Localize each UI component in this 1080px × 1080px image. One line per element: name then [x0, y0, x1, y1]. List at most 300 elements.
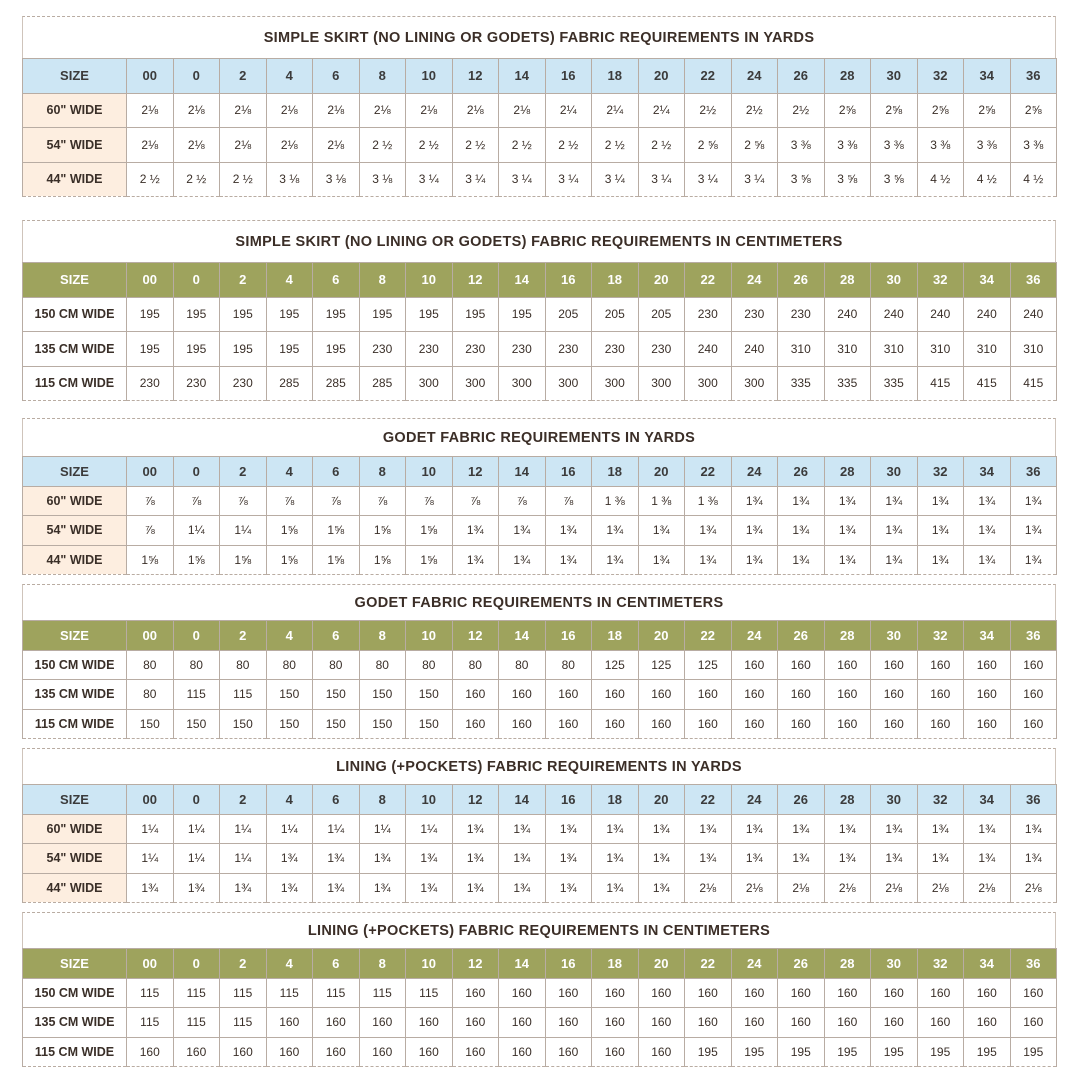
table-cell: 2⅛	[359, 93, 406, 128]
size-column-header: 16	[545, 621, 592, 651]
size-column-header: 20	[638, 785, 685, 815]
table-cell: 160	[1010, 680, 1057, 710]
table-cell: 115	[359, 978, 406, 1008]
table-cell: 150	[406, 709, 453, 739]
table-section-0	[22, 16, 1056, 197]
table-cell: 2¼	[545, 93, 592, 128]
table-cell: 1¼	[220, 814, 267, 844]
table-cell: 3 ⅛	[359, 162, 406, 197]
table-cell: 335	[871, 366, 918, 401]
size-column-header: 12	[452, 457, 499, 487]
size-column-header: 28	[824, 785, 871, 815]
table-cell: 150	[359, 680, 406, 710]
table-cell: 300	[406, 366, 453, 401]
table-cell: 230	[359, 332, 406, 367]
table-cell: 160	[731, 1008, 778, 1038]
size-column-header: 22	[685, 785, 732, 815]
row-label: 150 CM WIDE	[23, 650, 127, 680]
table-cell: 1¾	[731, 516, 778, 546]
table-cell: 160	[917, 680, 964, 710]
table-cell: 1¾	[871, 844, 918, 874]
size-column-header: 36	[1010, 949, 1057, 979]
table-cell: 300	[731, 366, 778, 401]
table-cell: 1¾	[824, 486, 871, 516]
size-column-header: 30	[871, 949, 918, 979]
table-cell: 160	[731, 709, 778, 739]
table-cell: 2 ½	[127, 162, 174, 197]
table-cell: 205	[638, 297, 685, 332]
table-cell: 160	[499, 1037, 546, 1067]
size-column-header: 26	[778, 457, 825, 487]
table-cell: 285	[359, 366, 406, 401]
table-cell: 150	[127, 709, 174, 739]
table-cell: 1¾	[452, 545, 499, 575]
table-cell: 1¾	[638, 873, 685, 903]
table-cell: 2⅛	[778, 873, 825, 903]
table-cell: 195	[266, 332, 313, 367]
table-cell: 160	[731, 978, 778, 1008]
table-cell: 160	[592, 680, 639, 710]
table-cell: 115	[127, 1008, 174, 1038]
table-cell: 160	[545, 680, 592, 710]
table-cell: 115	[220, 978, 267, 1008]
size-column-header: 10	[406, 263, 453, 298]
table-cell: 160	[452, 1037, 499, 1067]
table-cell: 160	[964, 709, 1011, 739]
table-cell: 160	[638, 978, 685, 1008]
table-cell: 1¾	[545, 545, 592, 575]
table-cell: 4 ½	[964, 162, 1011, 197]
table-cell: 240	[1010, 297, 1057, 332]
table-cell: 160	[173, 1037, 220, 1067]
table-cell: 1⅝	[220, 545, 267, 575]
row-label: 60" WIDE	[23, 486, 127, 516]
table-cell: 230	[592, 332, 639, 367]
table-cell: 300	[638, 366, 685, 401]
size-column-header: 18	[592, 785, 639, 815]
table-cell: 1¼	[220, 516, 267, 546]
table-cell: 160	[592, 709, 639, 739]
row-label: 44" WIDE	[23, 873, 127, 903]
size-column-header: 28	[824, 457, 871, 487]
table-title: GODET FABRIC REQUIREMENTS IN YARDS	[22, 418, 1056, 456]
table-cell: 240	[964, 297, 1011, 332]
table-cell: 160	[638, 680, 685, 710]
table-cell: 160	[1010, 650, 1057, 680]
table-cell: 1¾	[685, 545, 732, 575]
table-cell: 2¼	[592, 93, 639, 128]
table-cell: 1¾	[871, 486, 918, 516]
table-cell: 240	[871, 297, 918, 332]
table-cell: 115	[173, 1008, 220, 1038]
table-cell: 160	[778, 680, 825, 710]
size-column-header: 8	[359, 263, 406, 298]
size-column-header: 34	[964, 949, 1011, 979]
table-cell: ⅞	[406, 486, 453, 516]
table-cell: 160	[499, 709, 546, 739]
table-cell: 2⅝	[871, 93, 918, 128]
table-title: SIMPLE SKIRT (NO LINING OR GODETS) FABRIC REQUIREMENTS IN CENTIMETERS	[22, 220, 1056, 262]
size-column-header: 12	[452, 263, 499, 298]
table-cell: 1¼	[266, 814, 313, 844]
size-column-header: 8	[359, 621, 406, 651]
header-row	[23, 263, 1057, 298]
table-cell: 115	[266, 978, 313, 1008]
size-column-header: 16	[545, 457, 592, 487]
table-row	[23, 162, 1057, 197]
table-cell: 1¾	[1010, 545, 1057, 575]
table-cell: 1¾	[406, 844, 453, 874]
table-cell: 80	[313, 650, 360, 680]
table-row	[23, 128, 1057, 163]
size-column-header: 18	[592, 59, 639, 94]
table-cell: 230	[452, 332, 499, 367]
size-column-header: 8	[359, 785, 406, 815]
table-cell: 195	[964, 1037, 1011, 1067]
size-column-header: 20	[638, 621, 685, 651]
size-column-header: 00	[127, 785, 174, 815]
table-cell: 3 ¼	[731, 162, 778, 197]
table-cell: 195	[824, 1037, 871, 1067]
table-cell: 285	[313, 366, 360, 401]
table-cell: 1¾	[731, 545, 778, 575]
header-row	[23, 621, 1057, 651]
table-cell: 2⅝	[917, 93, 964, 128]
table-cell: 160	[1010, 1008, 1057, 1038]
table-row	[23, 545, 1057, 575]
table-cell: 2¼	[638, 93, 685, 128]
table-cell: 160	[220, 1037, 267, 1067]
table-cell: 3 ⅛	[266, 162, 313, 197]
size-column-header: 00	[127, 949, 174, 979]
size-column-header: 6	[313, 59, 360, 94]
size-column-header: 8	[359, 949, 406, 979]
table-cell: 3 ⅜	[871, 128, 918, 163]
table-cell: 3 ¼	[592, 162, 639, 197]
size-column-header: 28	[824, 59, 871, 94]
size-column-header: 4	[266, 59, 313, 94]
size-column-header: 10	[406, 621, 453, 651]
row-label: 115 CM WIDE	[23, 709, 127, 739]
table-cell: 160	[638, 709, 685, 739]
table-cell: 230	[778, 297, 825, 332]
table-row	[23, 978, 1057, 1008]
table-cell: 2 ½	[220, 162, 267, 197]
table-cell: 160	[592, 978, 639, 1008]
size-column-header: 34	[964, 59, 1011, 94]
table-cell: 230	[685, 297, 732, 332]
size-column-header: 20	[638, 949, 685, 979]
table-cell: 1¾	[359, 873, 406, 903]
table-cell: 160	[824, 650, 871, 680]
table-cell: 160	[964, 978, 1011, 1008]
requirements-table	[22, 620, 1057, 739]
table-cell: 195	[917, 1037, 964, 1067]
size-column-header: 16	[545, 949, 592, 979]
table-cell: 1⅝	[313, 545, 360, 575]
table-cell: 160	[917, 709, 964, 739]
table-row	[23, 1008, 1057, 1038]
size-column-header: 18	[592, 949, 639, 979]
table-cell: 1¾	[685, 516, 732, 546]
size-column-header: 14	[499, 59, 546, 94]
size-column-header: 32	[917, 263, 964, 298]
table-cell: 125	[685, 650, 732, 680]
table-cell: 1¾	[964, 486, 1011, 516]
table-cell: 195	[685, 1037, 732, 1067]
table-cell: 160	[452, 680, 499, 710]
table-cell: 300	[452, 366, 499, 401]
table-cell: 1¾	[499, 516, 546, 546]
table-cell: 3 ⅜	[824, 128, 871, 163]
table-cell: 160	[359, 1037, 406, 1067]
table-cell: 80	[406, 650, 453, 680]
table-cell: 2⅛	[406, 93, 453, 128]
table-cell: 160	[685, 709, 732, 739]
table-cell: 1¼	[173, 814, 220, 844]
size-column-header: 24	[731, 785, 778, 815]
table-cell: 1¾	[127, 873, 174, 903]
table-cell: 1 ⅜	[638, 486, 685, 516]
size-column-header: 8	[359, 59, 406, 94]
table-cell: 300	[545, 366, 592, 401]
table-cell: 160	[1010, 709, 1057, 739]
table-cell: 240	[731, 332, 778, 367]
table-cell: 160	[685, 1008, 732, 1038]
table-cell: 160	[871, 1008, 918, 1038]
table-cell: 230	[127, 366, 174, 401]
size-column-header: 36	[1010, 59, 1057, 94]
table-cell: 3 ¼	[452, 162, 499, 197]
table-cell: 115	[406, 978, 453, 1008]
size-column-header: 00	[127, 457, 174, 487]
table-cell: 1¾	[499, 545, 546, 575]
table-cell: 205	[592, 297, 639, 332]
table-cell: 195	[1010, 1037, 1057, 1067]
table-cell: 3 ¼	[638, 162, 685, 197]
table-cell: 115	[173, 978, 220, 1008]
table-cell: 115	[127, 978, 174, 1008]
table-row	[23, 1037, 1057, 1067]
table-cell: 125	[638, 650, 685, 680]
table-cell: 1¼	[127, 844, 174, 874]
size-column-header: 24	[731, 621, 778, 651]
table-cell: 1¾	[313, 844, 360, 874]
size-column-header: 20	[638, 457, 685, 487]
table-cell: 160	[452, 709, 499, 739]
size-header: SIZE	[23, 59, 127, 94]
requirements-table	[22, 784, 1057, 903]
size-column-header: 22	[685, 949, 732, 979]
table-cell: 2½	[731, 93, 778, 128]
table-row	[23, 332, 1057, 367]
table-cell: 1¾	[545, 873, 592, 903]
requirements-table	[22, 262, 1057, 401]
size-column-header: 22	[685, 457, 732, 487]
table-cell: 1¾	[731, 486, 778, 516]
size-column-header: 34	[964, 263, 1011, 298]
table-cell: 2⅛	[313, 128, 360, 163]
size-column-header: 36	[1010, 263, 1057, 298]
table-cell: 1⅝	[406, 516, 453, 546]
size-column-header: 2	[220, 785, 267, 815]
table-cell: 310	[1010, 332, 1057, 367]
table-section-4	[22, 748, 1056, 903]
table-cell: 80	[359, 650, 406, 680]
table-cell: 195	[313, 332, 360, 367]
table-cell: 195	[127, 332, 174, 367]
table-cell: 1 ⅜	[592, 486, 639, 516]
table-cell: 1¾	[452, 814, 499, 844]
table-cell: 2⅛	[871, 873, 918, 903]
size-header: SIZE	[23, 949, 127, 979]
table-cell: 160	[871, 650, 918, 680]
table-cell: 1¾	[592, 545, 639, 575]
table-section-2	[22, 418, 1056, 575]
table-cell: 1¾	[824, 844, 871, 874]
table-cell: 160	[499, 978, 546, 1008]
table-cell: 195	[266, 297, 313, 332]
table-cell: ⅞	[313, 486, 360, 516]
size-column-header: 10	[406, 457, 453, 487]
row-label: 115 CM WIDE	[23, 1037, 127, 1067]
size-column-header: 0	[173, 59, 220, 94]
table-cell: 335	[778, 366, 825, 401]
table-cell: 160	[917, 1008, 964, 1038]
table-cell: 1¾	[545, 844, 592, 874]
size-column-header: 26	[778, 621, 825, 651]
table-cell: 160	[917, 978, 964, 1008]
size-column-header: 30	[871, 59, 918, 94]
table-row	[23, 844, 1057, 874]
table-cell: 160	[592, 1037, 639, 1067]
table-cell: 310	[964, 332, 1011, 367]
size-column-header: 0	[173, 621, 220, 651]
table-cell: 160	[313, 1008, 360, 1038]
header-row	[23, 59, 1057, 94]
table-title: SIMPLE SKIRT (NO LINING OR GODETS) FABRIC REQUIREMENTS IN YARDS	[22, 16, 1056, 58]
table-section-1	[22, 220, 1056, 401]
table-cell: 1¾	[731, 844, 778, 874]
table-row	[23, 873, 1057, 903]
table-cell: 2⅛	[824, 873, 871, 903]
table-cell: 240	[685, 332, 732, 367]
table-cell: 160	[266, 1037, 313, 1067]
size-column-header: 0	[173, 949, 220, 979]
row-label: 44" WIDE	[23, 162, 127, 197]
table-cell: ⅞	[220, 486, 267, 516]
table-cell: 3 ¼	[499, 162, 546, 197]
table-cell: 160	[545, 1037, 592, 1067]
table-row	[23, 93, 1057, 128]
table-cell: 1¾	[917, 844, 964, 874]
row-label: 54" WIDE	[23, 844, 127, 874]
table-cell: 1¾	[871, 545, 918, 575]
table-row	[23, 297, 1057, 332]
table-cell: 1 ⅜	[685, 486, 732, 516]
table-row	[23, 709, 1057, 739]
table-cell: 1⅝	[266, 516, 313, 546]
table-cell: 1¼	[359, 814, 406, 844]
table-cell: 240	[917, 297, 964, 332]
table-cell: 115	[220, 680, 267, 710]
size-column-header: 30	[871, 263, 918, 298]
size-column-header: 6	[313, 785, 360, 815]
table-cell: 310	[778, 332, 825, 367]
table-cell: 1¾	[917, 516, 964, 546]
table-cell: 160	[545, 709, 592, 739]
size-column-header: 26	[778, 263, 825, 298]
table-cell: 160	[778, 650, 825, 680]
table-cell: 115	[313, 978, 360, 1008]
size-column-header: 34	[964, 785, 1011, 815]
table-cell: 160	[685, 680, 732, 710]
size-column-header: 30	[871, 785, 918, 815]
table-cell: 1¾	[964, 814, 1011, 844]
table-cell: 3 ⅛	[313, 162, 360, 197]
table-cell: 1¾	[638, 545, 685, 575]
table-cell: 1¾	[452, 844, 499, 874]
table-cell: ⅞	[452, 486, 499, 516]
table-cell: 3 ⅝	[824, 162, 871, 197]
table-cell: 1¾	[313, 873, 360, 903]
size-header: SIZE	[23, 263, 127, 298]
size-column-header: 24	[731, 457, 778, 487]
table-cell: 1¾	[592, 516, 639, 546]
table-row	[23, 814, 1057, 844]
row-label: 44" WIDE	[23, 545, 127, 575]
table-cell: 1¾	[452, 873, 499, 903]
table-cell: 2⅝	[1010, 93, 1057, 128]
table-cell: 160	[452, 1008, 499, 1038]
table-cell: 160	[1010, 978, 1057, 1008]
size-column-header: 30	[871, 621, 918, 651]
table-cell: 160	[638, 1037, 685, 1067]
table-cell: 1¾	[824, 516, 871, 546]
table-cell: 1¾	[545, 814, 592, 844]
table-cell: 80	[173, 650, 220, 680]
table-cell: 2⅛	[127, 93, 174, 128]
table-cell: 195	[778, 1037, 825, 1067]
size-column-header: 6	[313, 949, 360, 979]
table-cell: 160	[359, 1008, 406, 1038]
table-cell: 160	[778, 709, 825, 739]
row-label: 54" WIDE	[23, 128, 127, 163]
table-cell: 3 ⅜	[964, 128, 1011, 163]
table-cell: 1¾	[778, 814, 825, 844]
table-cell: 160	[871, 709, 918, 739]
table-cell: 2 ½	[545, 128, 592, 163]
size-column-header: 28	[824, 621, 871, 651]
size-column-header: 2	[220, 949, 267, 979]
table-cell: 160	[824, 1008, 871, 1038]
table-cell: 415	[964, 366, 1011, 401]
table-cell: 1¾	[638, 844, 685, 874]
table-cell: 1¾	[1010, 814, 1057, 844]
row-label: 135 CM WIDE	[23, 332, 127, 367]
size-column-header: 24	[731, 59, 778, 94]
table-cell: ⅞	[127, 516, 174, 546]
table-cell: 3 ⅝	[871, 162, 918, 197]
size-column-header: 10	[406, 785, 453, 815]
table-cell: 205	[545, 297, 592, 332]
row-label: 135 CM WIDE	[23, 680, 127, 710]
size-column-header: 16	[545, 263, 592, 298]
size-column-header: 20	[638, 263, 685, 298]
table-cell: 230	[545, 332, 592, 367]
table-cell: 1¾	[1010, 516, 1057, 546]
size-column-header: 00	[127, 263, 174, 298]
